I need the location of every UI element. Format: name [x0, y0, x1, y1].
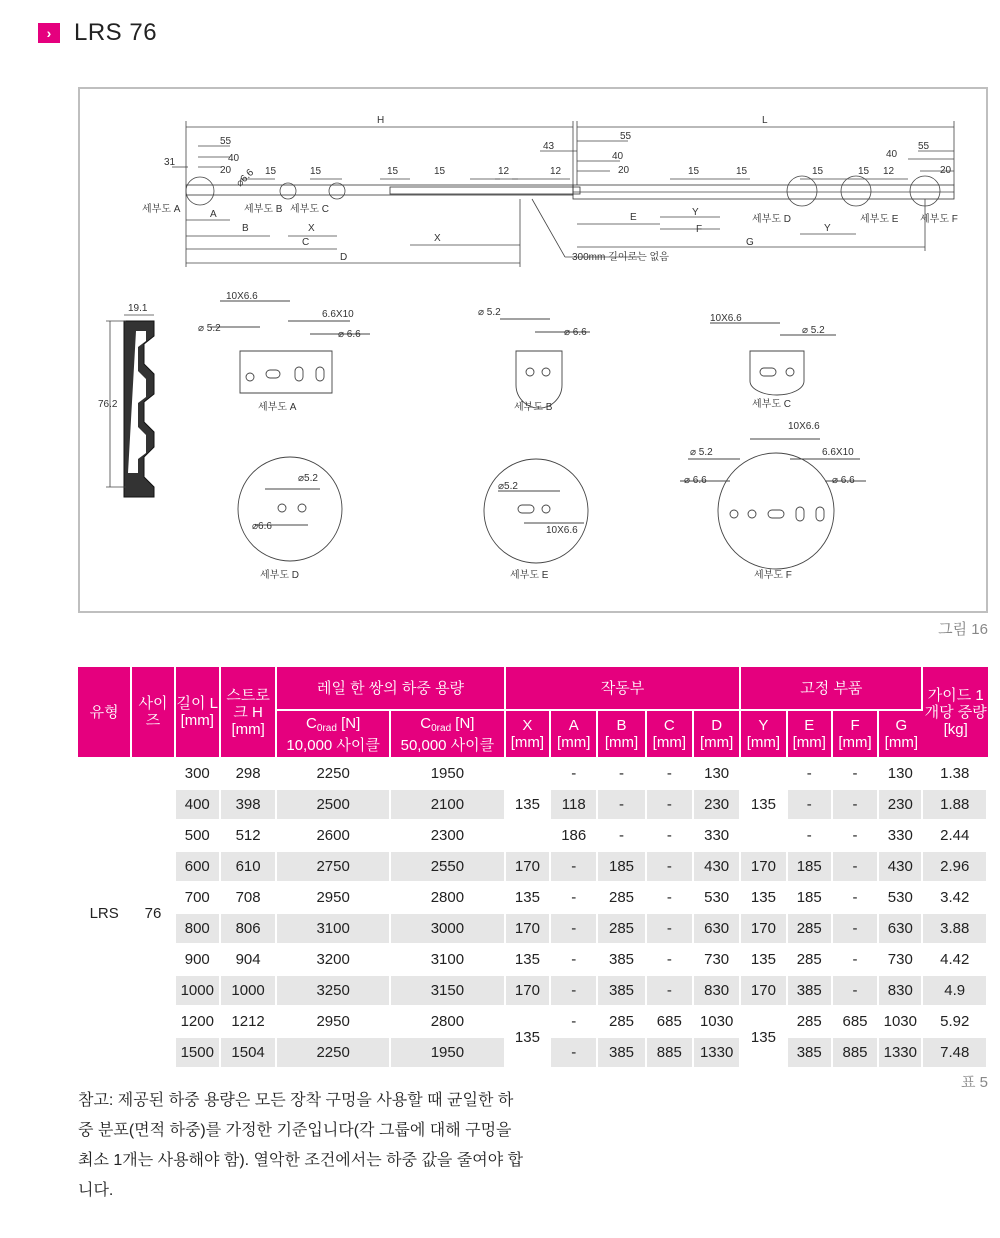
cell-type: LRS: [78, 759, 132, 1069]
footnote: 참고: 제공된 하중 용량은 모든 장착 구멍을 사용할 때 균일한 하중 분포(면적 하중)를 가정한 기준입니다(각 그룹에 대해 구멍을 최소 1개는 사용해야 함). 열악한 조건에서는 하중 값을 줄여야 합니다.: [78, 1092, 524, 1199]
cell-C2: 2800: [391, 1007, 506, 1038]
cell-X: 135: [506, 945, 551, 976]
page-header: [38, 18, 157, 48]
detailE-label: 세부도 E: [510, 570, 549, 581]
detailE-slot: 10X6.6: [546, 525, 578, 536]
cell-B: -: [598, 759, 646, 790]
dim-15-a: 15: [265, 166, 277, 177]
cell-G: 1030: [879, 1007, 923, 1038]
header-fixing-group: 고정 부품: [741, 667, 923, 711]
detailA-phi52: ⌀ 5.2: [198, 323, 221, 334]
letter-D: D: [340, 252, 348, 263]
header-weight: 가이드 1개당 중량[kg]: [923, 667, 988, 759]
dim-40-mid: 40: [612, 151, 624, 162]
detailB-phi52: ⌀ 5.2: [478, 307, 501, 318]
cell-C1: 3200: [277, 945, 391, 976]
cell-X-merged: 135: [506, 1007, 551, 1069]
table-caption: 표 5: [961, 1074, 988, 1091]
cell-L: 600: [176, 852, 221, 883]
header-D: D [mm]: [694, 711, 741, 759]
dim-15-b: 15: [310, 166, 322, 177]
callout-detail-A: 세부도 A: [142, 204, 181, 215]
dim-43: 43: [543, 141, 555, 152]
cell-E: -: [788, 790, 833, 821]
cell-A: -: [551, 883, 598, 914]
letter-Y2: Y: [824, 223, 831, 234]
dim-20-left: 20: [220, 165, 232, 176]
cell-H: 610: [221, 852, 277, 883]
cell-G: 830: [879, 976, 923, 1007]
cell-Y: 135: [741, 945, 787, 976]
cell-D: 430: [694, 852, 741, 883]
cell-E: 185: [788, 852, 833, 883]
cell-X: 170: [506, 914, 551, 945]
cell-C: -: [647, 883, 694, 914]
dim-12-a: 12: [498, 166, 510, 177]
cell-H: 904: [221, 945, 277, 976]
cell-C1: 2750: [277, 852, 391, 883]
dim-15-d: 15: [434, 166, 446, 177]
detailB-phi66: ⌀ 6.6: [564, 327, 587, 338]
cell-D: 130: [694, 759, 741, 790]
cell-L: 1500: [176, 1038, 221, 1069]
dim-55-left: 55: [220, 136, 232, 147]
cell-C: -: [647, 945, 694, 976]
header-size: 사이즈: [132, 667, 175, 759]
header-c0rad-10000: $C_{0rad}$ [N] 10,000 사이클: [277, 711, 391, 759]
dim-L: L: [762, 115, 768, 126]
cell-X-merged: 135: [506, 759, 551, 852]
cell-C2: 3100: [391, 945, 506, 976]
letter-A: A: [210, 209, 217, 220]
dim-55-right: 55: [918, 141, 930, 152]
detailA-slot2: 6.6X10: [322, 309, 354, 320]
cell-C: -: [647, 821, 694, 852]
chevron-right-icon: ›: [38, 23, 60, 43]
cell-L: 500: [176, 821, 221, 852]
cell-C2: 2300: [391, 821, 506, 852]
dim-12-b: 12: [550, 166, 562, 177]
detail-A: [198, 291, 370, 413]
dim-15-h: 15: [858, 166, 870, 177]
cell-D: 1030: [694, 1007, 741, 1038]
cell-C2: 3000: [391, 914, 506, 945]
cell-B: 385: [598, 976, 646, 1007]
header-C: C [mm]: [647, 711, 694, 759]
cell-A: -: [551, 945, 598, 976]
cell-B: 285: [598, 883, 646, 914]
cell-C: -: [647, 976, 694, 1007]
cell-L: 800: [176, 914, 221, 945]
letter-F: F: [696, 224, 703, 235]
dim-55-mid: 55: [620, 131, 632, 142]
cell-F: -: [833, 883, 879, 914]
header-E: E [mm]: [788, 711, 833, 759]
cell-A: -: [551, 976, 598, 1007]
table-row: [78, 852, 988, 883]
dim-40-left: 40: [228, 153, 240, 164]
cell-X: 135: [506, 883, 551, 914]
dim-20-mid: 20: [618, 165, 630, 176]
cell-L: 1000: [176, 976, 221, 1007]
detail-D: [238, 457, 342, 581]
detailD-label: 세부도 D: [260, 570, 299, 581]
table-row: [78, 883, 988, 914]
cell-G: 730: [879, 945, 923, 976]
page-title: LRS 76: [74, 19, 158, 46]
cell-A: -: [551, 759, 598, 790]
dim-15-f: 15: [736, 166, 748, 177]
cell-E: 385: [788, 1038, 833, 1069]
detailE-phi52: ⌀5.2: [498, 481, 518, 492]
cell-H: 708: [221, 883, 277, 914]
cell-D: 730: [694, 945, 741, 976]
cell-B: 285: [598, 914, 646, 945]
detailC-label: 세부도 C: [752, 399, 791, 410]
cell-weight: 3.42: [923, 883, 988, 914]
header-G: G [mm]: [879, 711, 923, 759]
cell-F: 685: [833, 1007, 879, 1038]
cell-X: 170: [506, 976, 551, 1007]
letter-B: B: [242, 223, 249, 234]
cell-C1: 2600: [277, 821, 391, 852]
header-actuation-group: 작동부: [506, 667, 742, 711]
table-row: [78, 976, 988, 1007]
letter-X1: X: [308, 223, 315, 234]
callout-detail-C: 세부도 C: [290, 204, 329, 215]
cell-G: 230: [879, 790, 923, 821]
cell-C1: 3100: [277, 914, 391, 945]
cell-A: -: [551, 1038, 598, 1069]
cell-D: 830: [694, 976, 741, 1007]
cell-E: 385: [788, 976, 833, 1007]
cell-F: -: [833, 945, 879, 976]
detail-C: [710, 313, 836, 410]
letter-X2: X: [434, 233, 441, 244]
detailA-phi66: ⌀ 6.6: [338, 329, 361, 340]
cell-Y-merged: 135: [741, 1007, 787, 1069]
cell-Y: 170: [741, 852, 787, 883]
callout-detail-F: 세부도 F: [920, 214, 958, 225]
detail-F: [680, 421, 866, 581]
cell-weight: 3.88: [923, 914, 988, 945]
detailF-phi66b: ⌀ 6.6: [832, 475, 855, 486]
detailC-phi52: ⌀ 5.2: [802, 325, 825, 336]
cell-L: 300: [176, 759, 221, 790]
cell-F: -: [833, 976, 879, 1007]
detailF-slot: 10X6.6: [788, 421, 820, 432]
cell-D: 230: [694, 790, 741, 821]
spec-table: [78, 667, 988, 1069]
cell-C1: 2950: [277, 883, 391, 914]
table-row: [78, 945, 988, 976]
cell-D: 330: [694, 821, 741, 852]
cell-B: -: [598, 821, 646, 852]
detail-E: [484, 459, 588, 581]
cell-E: -: [788, 821, 833, 852]
cell-E: 285: [788, 914, 833, 945]
cell-Y-merged: 135: [741, 759, 787, 852]
cell-F: 885: [833, 1038, 879, 1069]
cell-E: -: [788, 759, 833, 790]
header-type: 유형: [78, 667, 132, 759]
letter-C: C: [302, 237, 310, 248]
header-load-group: 레일 한 쌍의 하중 용량: [277, 667, 505, 711]
callout-detail-D: 세부도 D: [752, 214, 791, 225]
cell-F: -: [833, 759, 879, 790]
cell-C2: 2100: [391, 790, 506, 821]
letter-Y1: Y: [692, 207, 699, 218]
header-c0rad-50000: $C_{0rad}$ [N] 50,000 사이클: [391, 711, 506, 759]
cell-C: -: [647, 914, 694, 945]
cell-F: -: [833, 821, 879, 852]
technical-drawing: [78, 87, 988, 613]
cell-F: -: [833, 852, 879, 883]
cell-C1: 2950: [277, 1007, 391, 1038]
cell-B: 385: [598, 1038, 646, 1069]
detailC-slot: 10X6.6: [710, 313, 742, 324]
cell-H: 1212: [221, 1007, 277, 1038]
cell-C2: 1950: [391, 1038, 506, 1069]
cell-E: 285: [788, 1007, 833, 1038]
detail-B: [478, 307, 590, 413]
dim-40-right: 40: [886, 149, 898, 160]
cell-B: 385: [598, 945, 646, 976]
cell-A: -: [551, 852, 598, 883]
cell-C2: 2800: [391, 883, 506, 914]
detailD-phi52: ⌀5.2: [298, 473, 318, 484]
cell-G: 1330: [879, 1038, 923, 1069]
figure-caption: 그림 16: [938, 621, 988, 638]
cell-H: 298: [221, 759, 277, 790]
table-row: [78, 1007, 988, 1038]
letter-G: G: [746, 237, 754, 248]
cell-H: 1504: [221, 1038, 277, 1069]
cell-C1: 3250: [277, 976, 391, 1007]
callout-detail-B: 세부도 B: [244, 204, 283, 215]
cell-C: 885: [647, 1038, 694, 1069]
cell-C: -: [647, 790, 694, 821]
dim-H: H: [377, 115, 385, 126]
header-length: 길이 L [mm]: [176, 667, 221, 759]
cell-H: 806: [221, 914, 277, 945]
cell-B: 285: [598, 1007, 646, 1038]
cell-L: 400: [176, 790, 221, 821]
detailF-slot2: 6.6X10: [822, 447, 854, 458]
cell-F: -: [833, 914, 879, 945]
cell-H: 398: [221, 790, 277, 821]
callout-detail-E: 세부도 E: [860, 214, 899, 225]
header-F: F [mm]: [833, 711, 879, 759]
header-Y: Y [mm]: [741, 711, 787, 759]
table-row: [78, 759, 988, 790]
cell-G: 630: [879, 914, 923, 945]
cell-C: -: [647, 759, 694, 790]
cell-weight: 2.44: [923, 821, 988, 852]
cell-G: 530: [879, 883, 923, 914]
detailB-label: 세부도 B: [514, 402, 553, 413]
cell-C: -: [647, 852, 694, 883]
header-X: X [mm]: [506, 711, 551, 759]
header-A: A [mm]: [551, 711, 598, 759]
cell-weight: 1.38: [923, 759, 988, 790]
cell-Y: 170: [741, 976, 787, 1007]
profile-width: 19.1: [128, 303, 148, 314]
cell-weight: 1.88: [923, 790, 988, 821]
cell-C1: 2500: [277, 790, 391, 821]
cell-A: -: [551, 1007, 598, 1038]
cell-L: 700: [176, 883, 221, 914]
cell-B: 185: [598, 852, 646, 883]
letter-E: E: [630, 212, 637, 223]
dim-15-e: 15: [688, 166, 700, 177]
dim-15-c: 15: [387, 166, 399, 177]
dim-15-g: 15: [812, 166, 824, 177]
cell-Y: 170: [741, 914, 787, 945]
cell-B: -: [598, 790, 646, 821]
cell-weight: 7.48: [923, 1038, 988, 1069]
note-300mm: 300mm 길이로는 없음: [572, 252, 669, 263]
cell-A: -: [551, 914, 598, 945]
cell-D: 1330: [694, 1038, 741, 1069]
cell-C2: 2550: [391, 852, 506, 883]
profile-height: 76.2: [98, 399, 118, 410]
detailA-slot: 10X6.6: [226, 291, 258, 302]
dim-phi66-top: ⌀6.6: [234, 167, 257, 190]
detailA-label: 세부도 A: [258, 402, 297, 413]
cell-weight: 4.42: [923, 945, 988, 976]
dim-12-c: 12: [883, 166, 895, 177]
cell-size: 76: [132, 759, 175, 1069]
detailF-phi52: ⌀ 5.2: [690, 447, 713, 458]
cell-H: 1000: [221, 976, 277, 1007]
dim-31: 31: [164, 157, 176, 168]
cell-C1: 2250: [277, 1038, 391, 1069]
cell-C2: 3150: [391, 976, 506, 1007]
cell-X: 170: [506, 852, 551, 883]
cell-C: 685: [647, 1007, 694, 1038]
cell-F: -: [833, 790, 879, 821]
cell-A: 186: [551, 821, 598, 852]
cell-L: 900: [176, 945, 221, 976]
cell-G: 430: [879, 852, 923, 883]
cell-weight: 2.96: [923, 852, 988, 883]
cell-Y: 135: [741, 883, 787, 914]
cell-C1: 2250: [277, 759, 391, 790]
cell-G: 130: [879, 759, 923, 790]
rail-profile: [98, 303, 154, 497]
cell-E: 185: [788, 883, 833, 914]
cell-H: 512: [221, 821, 277, 852]
cell-G: 330: [879, 821, 923, 852]
cell-weight: 4.9: [923, 976, 988, 1007]
cell-A: 118: [551, 790, 598, 821]
cell-weight: 5.92: [923, 1007, 988, 1038]
detailF-label: 세부도 F: [754, 570, 792, 581]
detailF-phi66a: ⌀ 6.6: [684, 475, 707, 486]
header-stroke: 스트로크 H [mm]: [221, 667, 277, 759]
table-row: [78, 914, 988, 945]
cell-D: 530: [694, 883, 741, 914]
detailD-phi66: ⌀6.6: [252, 521, 272, 532]
header-B: B [mm]: [598, 711, 646, 759]
cell-L: 1200: [176, 1007, 221, 1038]
cell-E: 285: [788, 945, 833, 976]
cell-D: 630: [694, 914, 741, 945]
cell-C2: 1950: [391, 759, 506, 790]
dim-20-right: 20: [940, 165, 952, 176]
